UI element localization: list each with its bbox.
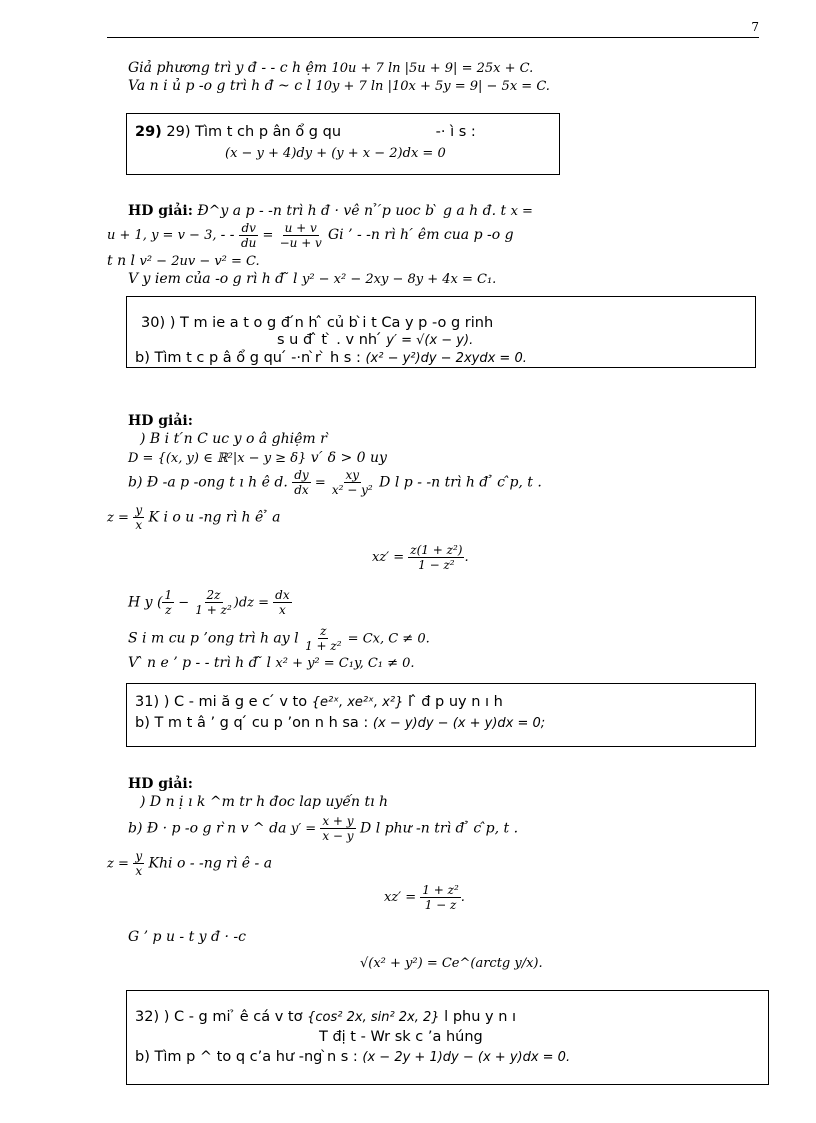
- hd30-z-eq: z =: [107, 510, 129, 526]
- hd29-frac-den: du: [241, 236, 257, 250]
- hd29-line-1-math: x =: [510, 204, 533, 219]
- hd30-line-5-c: z: [165, 603, 172, 617]
- hd30-line-5-b: 1: [164, 588, 173, 602]
- hd30-center-tail: .: [464, 550, 469, 565]
- hd29-line-4: [128, 271, 496, 287]
- hd29-label: HD giải:: [128, 203, 193, 219]
- hd30-line-3: b) Đ -a p -ong t ı h ê d. $\frac{dy}{dx}$ = $\frac{xy}{\text{x² − y²}}$ D l p - -n trì h đ ̉ c ̂p, t .: [128, 468, 542, 497]
- problem-30-line-3: [135, 350, 527, 366]
- hd31-line-3: [107, 849, 272, 878]
- hd31-center-frac: [420, 883, 460, 912]
- hd30-center-frac: [408, 543, 464, 572]
- hd30-center-lhs: xz′ =: [372, 550, 409, 565]
- hd30-line-5-i: x: [278, 603, 286, 617]
- hd29-frac2-den: −u + v: [279, 236, 322, 250]
- hd30-line-1: ) B i t ́n C uc y o â ghiệm r ̀: [140, 431, 332, 447]
- hd30-frac-den: dx: [294, 483, 309, 497]
- hd31-z-den: x: [135, 864, 143, 878]
- hd29-line-1-text: Đ^y a p - -n trì h đ · vê n ̉ ́p uoc b ̀ g a h đ. t: [192, 203, 511, 219]
- hd29-gap: - -: [220, 227, 239, 243]
- hd30-line-5-h: dx: [275, 588, 290, 602]
- problem-31-line-1-tail: l ̂ đ p uy n ı h: [403, 694, 503, 710]
- problem-30-box: [126, 296, 756, 368]
- hd29-line-1: [128, 203, 533, 219]
- hd30-line-5-e: 2z: [206, 588, 221, 602]
- problem-32-line-1-text: 32) ) C - g mi ̉ ê cá v tơ: [135, 1009, 308, 1025]
- intro-line-1: [128, 60, 533, 76]
- problem-30-line-2: [277, 332, 473, 348]
- problem-29-title-text: 29) Tìm t ch p ân ổ g qu: [166, 124, 342, 140]
- hd30-line-5-a: H y (: [128, 594, 163, 611]
- hd31-line-2-frac: [320, 814, 355, 843]
- hd30-frac-dydx: [292, 468, 310, 497]
- problem-31-box: [126, 683, 756, 747]
- hd30-line-5-g: )dz =: [233, 595, 274, 611]
- problem-31-line-2-text: b) T m t â ’ g q ́ cu p ’on n h sa :: [135, 715, 373, 731]
- hd29-eq: =: [258, 228, 278, 243]
- hd29-line-2: [107, 221, 514, 250]
- hd31-line-2: [128, 814, 518, 843]
- hd31-z-num: y: [135, 849, 143, 863]
- hd30-line-2-tail: v ́ δ > 0 uy: [306, 450, 387, 466]
- hd31-center-num: 1 + z²: [422, 883, 459, 897]
- hd30-line-2: [128, 450, 387, 466]
- hd29-line-4-text: V y iem của -o g rì h đ ̃ l: [128, 271, 302, 287]
- hd30-label: HD giải:: [128, 413, 193, 429]
- hd31-center-den: 1 − z: [424, 898, 457, 912]
- hd29-frac-uv: [278, 221, 324, 250]
- hd30-line-5: [128, 588, 292, 617]
- problem-31-line-1-text: 31) ) C - mi ă g e c ́ v to: [135, 694, 312, 710]
- hd31-line-2-text: b) Đ · p -o g r ̀n v ^ da: [128, 820, 291, 837]
- hd30-domain: D = {(x, y) ∈ ℝ²|x − y ≥ δ}: [128, 451, 307, 466]
- intro-line-1-math: 10u + 7 ln |5u + 9| = 25x + C.: [331, 61, 534, 76]
- hd30-line-4: [107, 503, 281, 532]
- hd29-line-3: [107, 253, 260, 269]
- hd30-line-6: [128, 624, 430, 653]
- problem-30-line-2-math: y′ = √(x − y).: [386, 333, 474, 348]
- intro-line-2-text: Va n i ủ p -o g trì h đ ~ c l: [128, 78, 316, 94]
- hd30-line-5-f: 1 + z²: [195, 603, 232, 617]
- hd30-frac-dxx: [273, 588, 291, 617]
- hd30-line-3-tail: D l p - -n trì h đ ̉ c ̂p, t .: [374, 474, 542, 491]
- problem-32-line-2: T đị t - Wr sk c ’a húng: [319, 1029, 483, 1045]
- problem-29-box: [126, 113, 560, 175]
- hd29-line-3-math: v² − 2uv − v² = C.: [139, 254, 260, 269]
- problem-31-line-1: [135, 694, 503, 710]
- intro-line-2-math: 10y + 7 ln |10x + 5y = 9| − 5x = C.: [315, 79, 550, 94]
- problem-32-line-3-text: b) Tìm p ^ to q c’a hư -ng ̀n s :: [135, 1049, 363, 1065]
- page-number: 7: [751, 20, 759, 34]
- problem-32-line-3-math: (x − 2y + 1)dy − (x + y)dx = 0.: [362, 1050, 571, 1065]
- problem-30-line-3-math: (x² − y²)dy − 2xydx = 0.: [365, 351, 527, 366]
- hd29-line-2-tail: Gi ’ - -n rì h ́ êm cua p -o g: [327, 227, 514, 243]
- hd29-frac-dvdu: [239, 221, 258, 250]
- problem-32-box: [126, 990, 769, 1085]
- hd30-center-den: 1 − z²: [418, 558, 455, 572]
- problem-32-line-1-math: {cos² 2x, sin² 2x, 2}: [307, 1010, 440, 1025]
- hd30-frac-2z: [193, 588, 233, 617]
- hd31-line-2-den: x − y: [322, 829, 354, 843]
- hd29-frac-num: dv: [241, 221, 256, 235]
- hd31-final-equation: √(x² + y²) = Ce^(arctg y/x).: [360, 956, 543, 971]
- hd30-z-den: x: [135, 518, 143, 532]
- hd31-line-4: G ’ p u - t y đ · -c: [128, 929, 246, 945]
- intro-line-1-text: Giả phương trì y đ - - c h ệm: [128, 60, 332, 76]
- header-rule: [107, 37, 759, 38]
- hd31-line-2-lhs: y′ =: [290, 821, 321, 837]
- problem-31-line-1-math: {e²ˣ, xe²ˣ, x²}: [311, 695, 404, 710]
- problem-30-line-1: 30) ) T m ie a t o g đ ́n h ̂ củ b ̀i t Ca y p -o g rinh: [141, 315, 494, 331]
- hd30-z-frac: [133, 503, 144, 532]
- problem-31-line-2: [135, 715, 545, 731]
- hd30-line-4-tail: K i o u -ng rì h ê ̉ a: [144, 509, 281, 526]
- hd29-sub: u + 1, y = v − 3,: [107, 228, 217, 243]
- hd30-z-num: y: [135, 503, 143, 517]
- hd30-line-5-d: −: [174, 595, 194, 611]
- hd31-line-2-num: x + y: [322, 814, 354, 828]
- hd30-line-6-num: z: [320, 624, 327, 638]
- hd31-z-frac: [133, 849, 144, 878]
- hd30-frac2-den: x² − y²: [331, 483, 373, 497]
- hd30-line-6-tail: = Cx, C ≠ 0.: [343, 631, 430, 647]
- hd30-center-num: z(1 + z²): [410, 543, 463, 557]
- hd31-z-eq: z =: [107, 856, 129, 872]
- hd30-frac-num: dy: [294, 468, 309, 482]
- problem-29-number: 29): [135, 124, 162, 140]
- problem-30-line-2-text: s u đ ̂ t ̀ . v nh ́: [277, 332, 387, 348]
- problem-32-line-1: [135, 1009, 516, 1025]
- hd30-frac-1z: [162, 588, 174, 617]
- hd30-line-7-a: V ̂ n e ’ p - - trì h đ ̃ l: [128, 655, 276, 671]
- hd30-line-3-text: b) Đ -a p -ong t ı h ê d.: [128, 474, 288, 491]
- hd30-frac-xy: [330, 468, 375, 497]
- problem-29-title: [135, 124, 476, 140]
- hd30-frac2-num: xy: [345, 468, 360, 482]
- problem-29-title-text-2: -· ì s :: [435, 124, 476, 140]
- problem-31-line-2-math: (x − y)dy − (x + y)dx = 0;: [372, 716, 546, 731]
- hd29-frac2-num: u + v: [284, 221, 317, 235]
- hd31-line-2-tail: D l phư -n trì đ ̉ c ̂p, t .: [355, 820, 519, 837]
- hd31-label: HD giải:: [128, 776, 193, 792]
- hd30-line-6-frac: [303, 624, 343, 653]
- intro-line-2: [128, 78, 550, 94]
- problem-30-line-3-text: b) Tìm t c p â ổ g qu ́ -·n ̀r ̀ h s :: [135, 350, 366, 366]
- problem-29-equation: (x − y + 4)dy + (y + x − 2)dx = 0: [225, 146, 446, 161]
- hd30-line-7: [128, 655, 415, 671]
- problem-32-line-1-tail: l phu y n ı: [439, 1009, 517, 1025]
- hd30-line-7-math: x² + y² = C₁y, C₁ ≠ 0.: [275, 656, 415, 671]
- hd31-line-1: ) D n ị ı k ^m tr h đoc lap uyến tı h: [140, 794, 389, 810]
- problem-32-line-3: [135, 1049, 570, 1065]
- hd29-line-4-math: y² − x² − 2xy − 8y + 4x = C₁.: [301, 272, 497, 287]
- hd31-line-3-tail: Khi o - -ng rì ê - a: [144, 855, 273, 872]
- hd31-center-equation: [384, 883, 465, 912]
- hd31-center-tail: .: [460, 890, 465, 905]
- hd30-line-6-den: 1 + z²: [305, 639, 342, 653]
- hd31-center-lhs: xz′ =: [384, 890, 421, 905]
- hd30-center-equation: [372, 543, 469, 572]
- hd30-line-6-a: S i m cu p ’ong trì h ay l: [128, 630, 304, 647]
- hd29-line-3-text: t n l: [107, 253, 140, 269]
